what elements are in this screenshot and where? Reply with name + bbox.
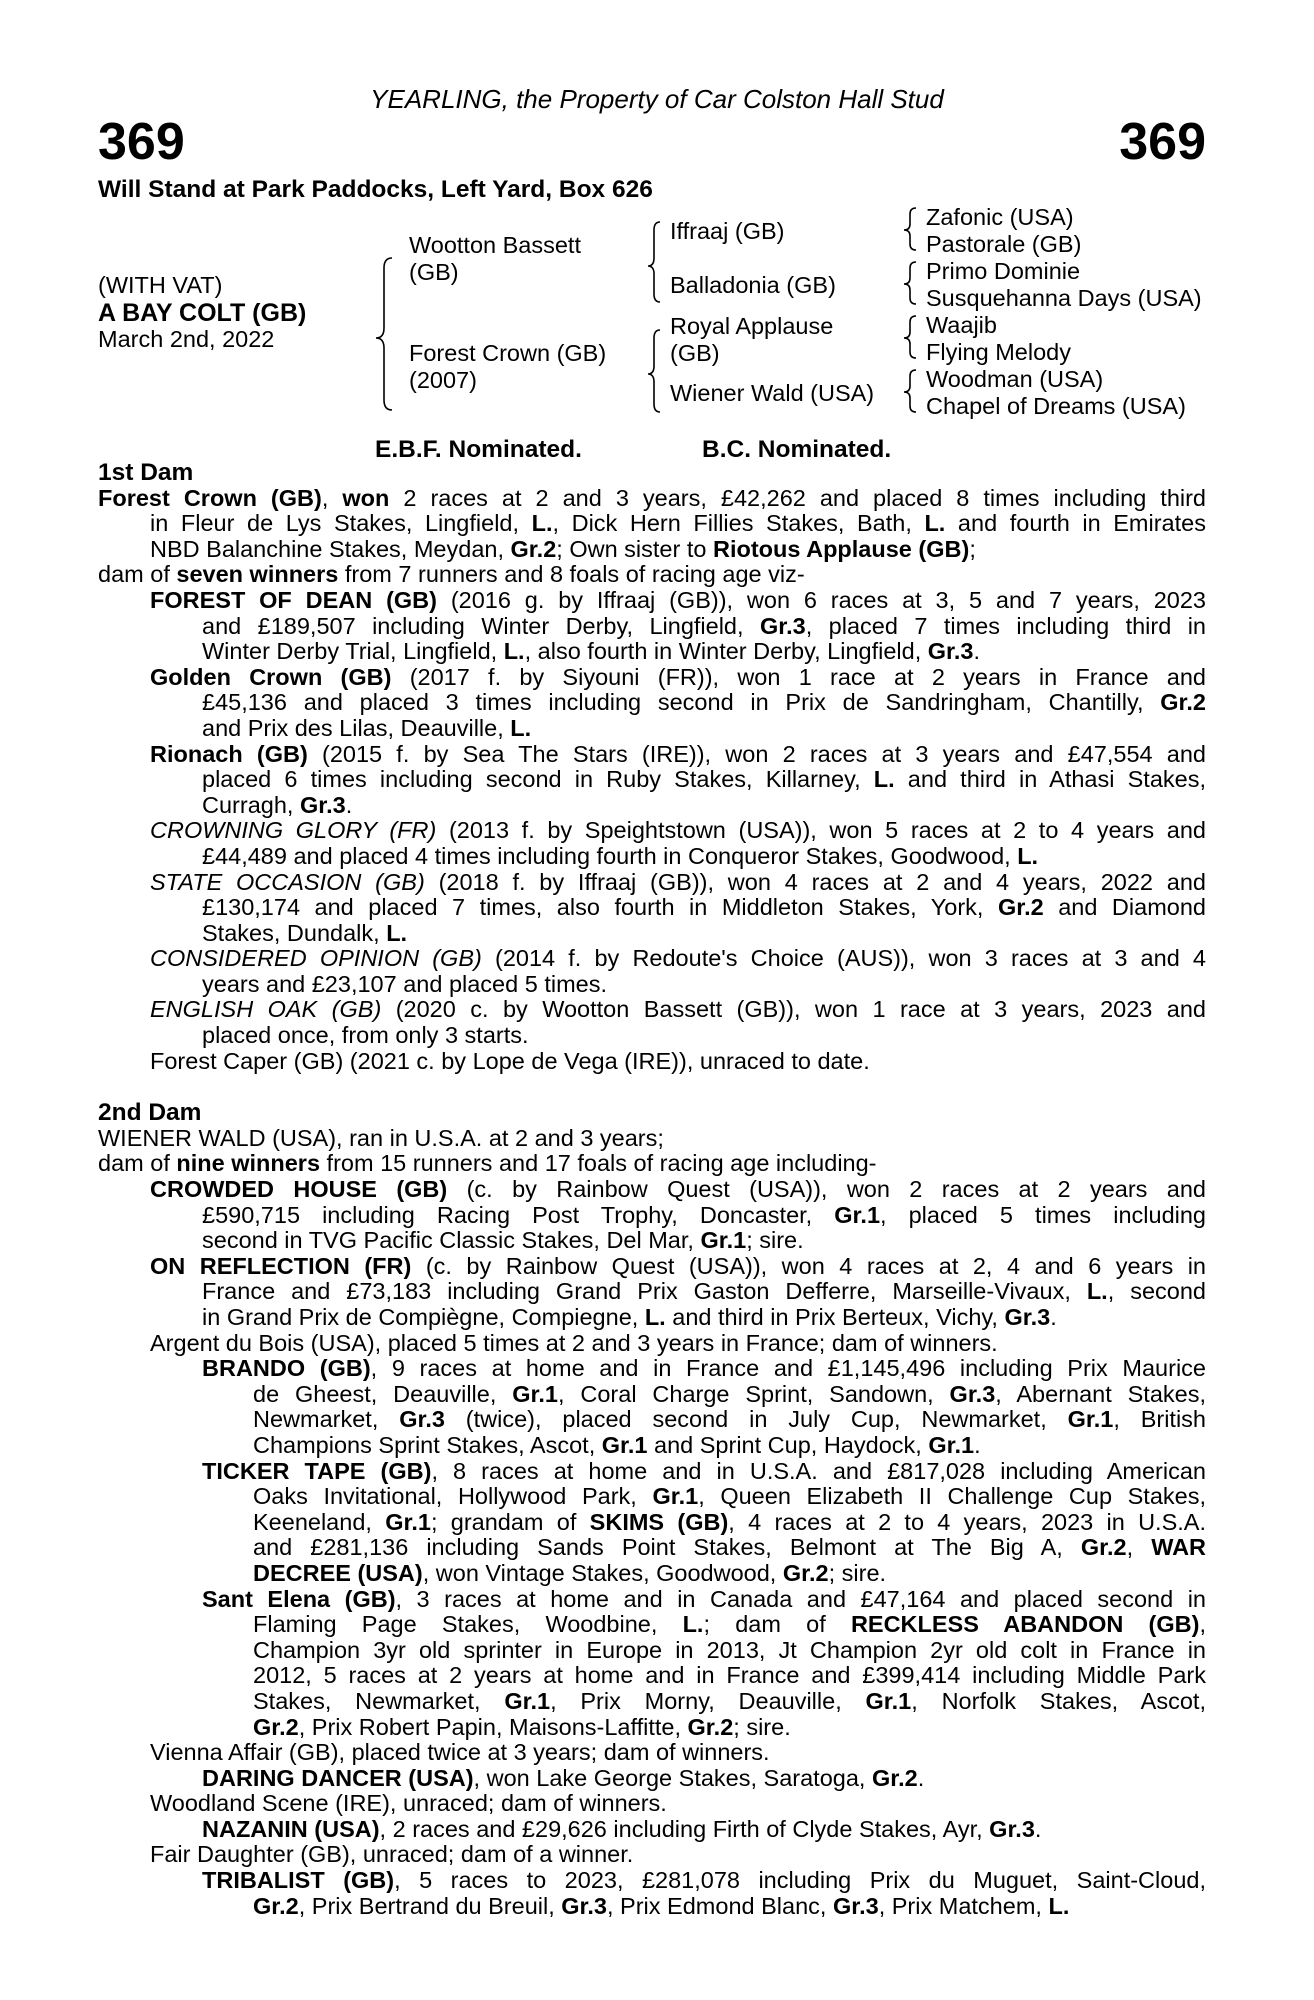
progeny-entry: CONSIDERED OPINION (GB) (2014 f. by Redoute's Choice (AUS)), won 3 races at 3 and 4	[150, 946, 1206, 972]
first-dam-heading: 1st Dam	[98, 460, 194, 486]
pedigree-dam-sire-country: (GB)	[670, 340, 720, 366]
progeny-entry: in Grand Prix de Compiègne, Compiegne, L. and third in Prix Berteux, Vichy, Gr.3.	[202, 1305, 1057, 1330]
progeny-entry: TICKER TAPE (GB), 8 races at home and in U.S.A. and £817,028 including American	[202, 1458, 1206, 1484]
progeny-entry: Vienna Affair (GB), placed twice at 3 years; dam of winners.	[150, 1740, 770, 1766]
progeny-entry: £130,174 and placed 7 times, also fourth in Middleton Stakes, York, Gr.2 and Diamond	[202, 895, 1206, 921]
progeny-entry: CROWNING GLORY (FR) (2013 f. by Speightstown (USA)), won 5 races at 2 to 4 years and	[150, 818, 1206, 844]
second-dam-line: WIENER WALD (USA), ran in U.S.A. at 2 and 3 years;	[98, 1125, 664, 1151]
bc-nomination: B.C. Nominated.	[702, 436, 892, 463]
vat-note: (WITH VAT)	[98, 272, 223, 298]
pedigree-dam-year: (2007)	[409, 367, 477, 393]
progeny-entry: Flaming Page Stakes, Woodbine, L.; dam of RECKLESS ABANDON (GB),	[253, 1612, 1206, 1638]
progeny-entry: and Prix des Lilas, Deauville, L.	[202, 715, 532, 741]
pedigree-g-ancestor: Susquehanna Days (USA)	[926, 285, 1202, 311]
pedigree-g-ancestor: Woodman (USA)	[926, 366, 1104, 392]
first-dam-line: dam of seven winners from 7 runners and 8 foals of racing age viz-	[98, 562, 805, 588]
progeny-entry: Rionach (GB) (2015 f. by Sea The Stars (IRE)), won 2 races at 3 years and £47,554 and	[150, 741, 1206, 767]
pedigree-g-ancestor: Pastorale (GB)	[926, 231, 1082, 257]
foaling-date: March 2nd, 2022	[98, 326, 275, 352]
progeny-entry: £44,489 and placed 4 times including fourth in Conqueror Stakes, Goodwood, L.	[202, 843, 1039, 869]
horse-name: A BAY COLT (GB)	[98, 299, 307, 327]
progeny-entry: second in TVG Pacific Classic Stakes, Del Mar, Gr.1; sire.	[202, 1228, 804, 1254]
progeny-entry: Champions Sprint Stakes, Ascot, Gr.1 and Sprint Cup, Haydock, Gr.1.	[253, 1432, 981, 1458]
second-dam-heading: 2nd Dam	[98, 1100, 202, 1126]
first-dam-line: Forest Crown (GB), won 2 races at 2 and 3 years, £42,262 and placed 8 times including third	[98, 485, 1206, 511]
lot-number-right: 369	[1119, 113, 1206, 171]
pedigree-g-ancestor: Flying Melody	[926, 339, 1071, 365]
pedigree-sire-sire: Iffraaj (GB)	[670, 218, 785, 244]
progeny-entry: Woodland Scene (IRE), unraced; dam of winners.	[150, 1791, 667, 1817]
pedigree-dam-sire: Royal Applause	[670, 313, 834, 339]
lot-number-left: 369	[98, 113, 185, 171]
second-dam-line: dam of nine winners from 15 runners and 17 foals of racing age including-	[98, 1151, 877, 1177]
pedigree-sire: Wootton Bassett	[409, 232, 581, 258]
pedigree-sire-country: (GB)	[409, 259, 459, 285]
progeny-entry: STATE OCCASION (GB) (2018 f. by Iffraaj (GB)), won 4 races at 2 and 4 years, 2022 and	[150, 869, 1206, 895]
first-dam-line: NBD Balanchine Stakes, Meydan, Gr.2; Own sister to Riotous Applause (GB);	[150, 536, 976, 562]
progeny-entry: Fair Daughter (GB), unraced; dam of a winner.	[150, 1842, 634, 1868]
ebf-nomination: E.B.F. Nominated.	[375, 436, 582, 463]
progeny-entry: Stakes, Newmarket, Gr.1, Prix Morny, Deauville, Gr.1, Norfolk Stakes, Ascot,	[253, 1688, 1206, 1714]
progeny-entry: DARING DANCER (USA), won Lake George Stakes, Saratoga, Gr.2.	[202, 1765, 925, 1791]
progeny-entry: placed once, from only 3 starts.	[202, 1023, 529, 1049]
progeny-entry: Newmarket, Gr.3 (twice), placed second in July Cup, Newmarket, Gr.1, British	[253, 1407, 1206, 1433]
catalogue-body	[98, 460, 1206, 1919]
progeny-entry: NAZANIN (USA), 2 races and £29,626 including Firth of Clyde Stakes, Ayr, Gr.3.	[202, 1816, 1042, 1842]
progeny-entry: Keeneland, Gr.1; grandam of SKIMS (GB), 4 races at 2 to 4 years, 2023 in U.S.A.	[253, 1509, 1206, 1535]
stand-location: Will Stand at Park Paddocks, Left Yard, Box 626	[98, 176, 653, 203]
pedigree-g-ancestor: Zafonic (USA)	[926, 204, 1074, 230]
progeny-entry: £45,136 and placed 3 times including second in Prix de Sandringham, Chantilly, Gr.2	[202, 690, 1206, 716]
first-dam-line: in Fleur de Lys Stakes, Lingfield, L., Dick Hern Fillies Stakes, Bath, L. and fourth in Emirates	[150, 511, 1206, 537]
progeny-entry: Oaks Invitational, Hollywood Park, Gr.1, Queen Elizabeth II Challenge Cup Stakes,	[253, 1484, 1206, 1510]
progeny-entry: Golden Crown (GB) (2017 f. by Siyouni (FR)), won 1 race at 2 years in France and	[150, 664, 1206, 690]
progeny-entry: Argent du Bois (USA), placed 5 times at 2 and 3 years in France; dam of winners.	[150, 1330, 998, 1356]
pedigree-brackets	[0, 0, 1314, 430]
progeny-entry: France and £73,183 including Grand Prix Gaston Defferre, Marseille-Vivaux, L., second	[202, 1279, 1206, 1305]
progeny-entry: CROWDED HOUSE (GB) (c. by Rainbow Quest (USA)), won 2 races at 2 years and	[150, 1177, 1206, 1203]
pedigree-dam-dam: Wiener Wald (USA)	[670, 380, 875, 406]
pedigree-g-ancestor: Waajib	[926, 312, 997, 338]
progeny-entry: FOREST OF DEAN (GB) (2016 g. by Iffraaj (GB)), won 6 races at 3, 5 and 7 years, 2023	[150, 587, 1206, 613]
progeny-entry: ENGLISH OAK (GB) (2020 c. by Wootton Bassett (GB)), won 1 race at 3 years, 2023 and	[150, 997, 1206, 1023]
progeny-entry: years and £23,107 and placed 5 times.	[202, 971, 607, 997]
pedigree-g-ancestor: Chapel of Dreams (USA)	[926, 393, 1186, 419]
pedigree-sire-dam: Balladonia (GB)	[670, 272, 836, 298]
progeny-entry: Champion 3yr old sprinter in Europe in 2013, Jt Champion 2yr old colt in France in	[253, 1637, 1206, 1663]
progeny-entry: and £189,507 including Winter Derby, Lingfield, Gr.3, placed 7 times including third in	[202, 613, 1206, 639]
progeny-entry: and £281,136 including Sands Point Stakes, Belmont at The Big A, Gr.2, WAR	[253, 1535, 1206, 1561]
progeny-entry: Gr.2, Prix Robert Papin, Maisons-Laffitte, Gr.2; sire.	[253, 1714, 791, 1740]
progeny-entry: DECREE (USA), won Vintage Stakes, Goodwood, Gr.2; sire.	[253, 1560, 887, 1586]
progeny-entry: placed 6 times including second in Ruby Stakes, Killarney, L. and third in Athasi Stakes,	[202, 767, 1206, 793]
progeny-entry: Gr.2, Prix Bertrand du Breuil, Gr.3, Prix Edmond Blanc, Gr.3, Prix Matchem, L.	[253, 1893, 1070, 1919]
progeny-entry: de Gheest, Deauville, Gr.1, Coral Charge Sprint, Sandown, Gr.3, Abernant Stakes,	[253, 1381, 1206, 1407]
page-header-title: YEARLING, the Property of Car Colston Hall Stud	[370, 84, 944, 114]
progeny-entry: Forest Caper (GB) (2021 c. by Lope de Vega (IRE)), unraced to date.	[150, 1048, 870, 1074]
progeny-entry: Sant Elena (GB), 3 races at home and in Canada and £47,164 and placed second in	[202, 1586, 1206, 1612]
pedigree-g-ancestor: Primo Dominie	[926, 258, 1081, 284]
progeny-entry: Stakes, Dundalk, L.	[202, 920, 408, 946]
pedigree-dam: Forest Crown (GB)	[409, 340, 607, 366]
progeny-entry: 2012, 5 races at 2 years at home and in France and £399,414 including Middle Park	[253, 1663, 1206, 1689]
progeny-entry: TRIBALIST (GB), 5 races to 2023, £281,078 including Prix du Muguet, Saint-Cloud,	[202, 1868, 1206, 1894]
progeny-entry: Winter Derby Trial, Lingfield, L., also fourth in Winter Derby, Lingfield, Gr.3.	[202, 639, 981, 665]
progeny-entry: ON REFLECTION (FR) (c. by Rainbow Quest (USA)), won 4 races at 2, 4 and 6 years in	[150, 1253, 1206, 1279]
progeny-entry: Curragh, Gr.3.	[202, 792, 353, 818]
progeny-entry: BRANDO (GB), 9 races at home and in France and £1,145,496 including Prix Maurice	[202, 1356, 1206, 1382]
progeny-entry: £590,715 including Racing Post Trophy, Doncaster, Gr.1, placed 5 times including	[202, 1202, 1206, 1228]
